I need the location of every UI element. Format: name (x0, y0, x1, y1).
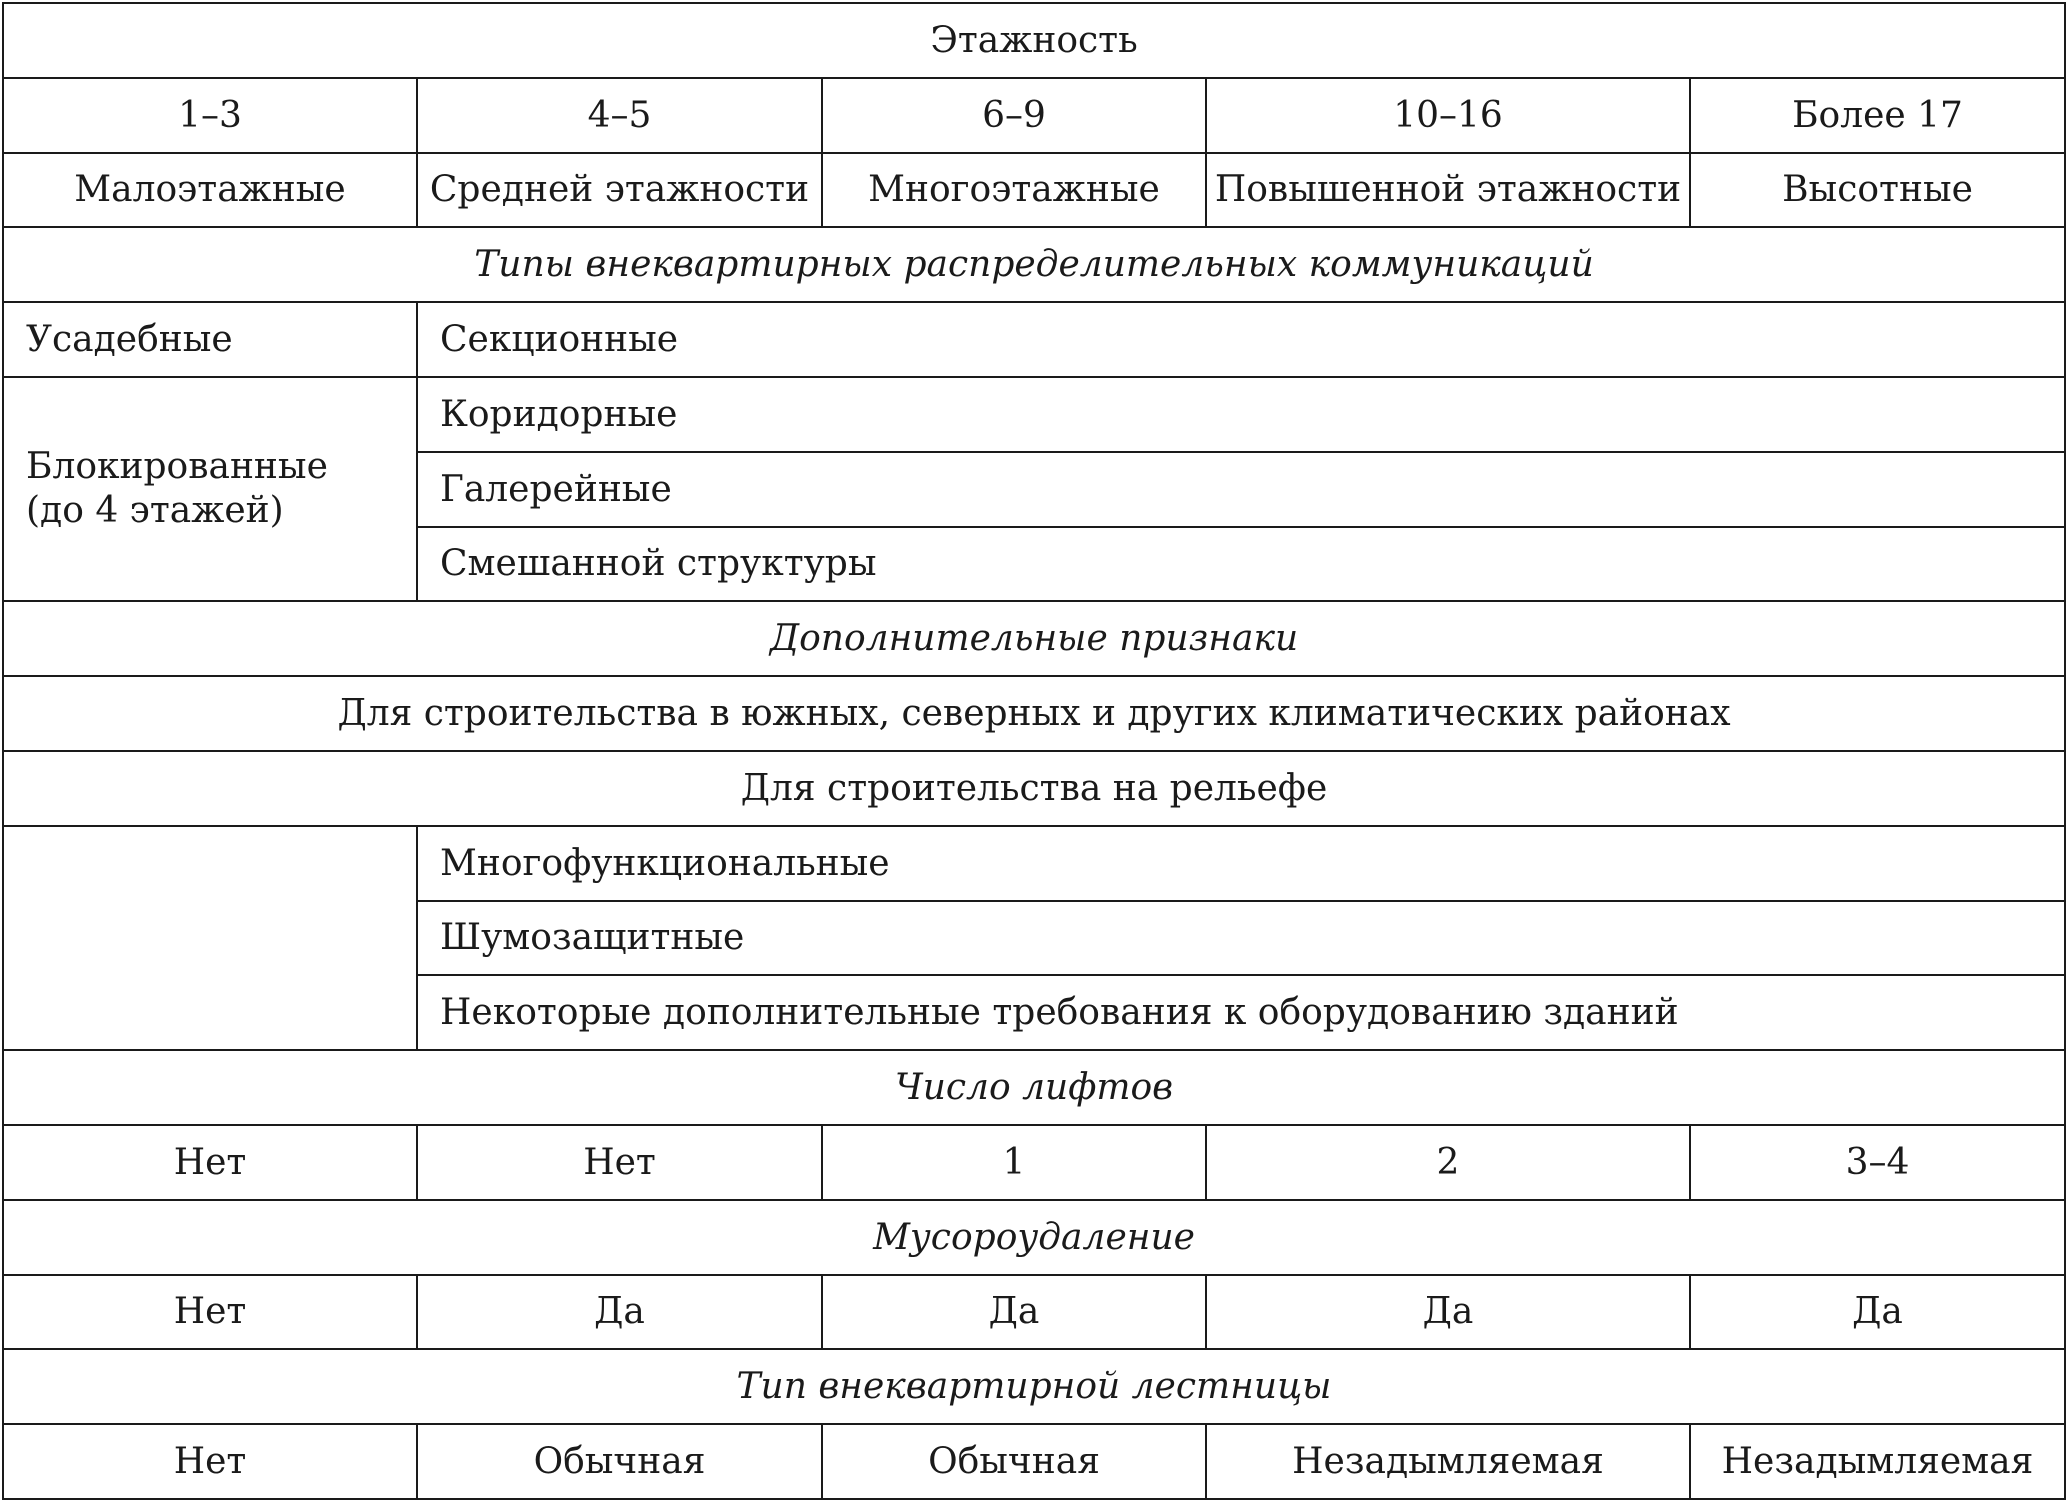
lifts-header-row (3, 1050, 2065, 1125)
floor-type-cell: Многоэтажные (822, 153, 1206, 228)
extra-equipment-cell: Некоторые дополнительные требования к оборудованию зданий (417, 975, 2065, 1050)
extra-header: Дополнительные признаки (3, 601, 2065, 676)
extra-climate-cell: Для строительства в южных, северных и других климатических районах (3, 676, 2065, 751)
stairs-cell: Обычная (417, 1424, 822, 1499)
extra-header-row (3, 601, 2065, 676)
lifts-cell: Нет (3, 1125, 417, 1200)
extra-noise-cell: Шумозащитные (417, 901, 2065, 976)
floor-type-cell: Высотные (1690, 153, 2065, 228)
lifts-cell: 1 (822, 1125, 1206, 1200)
comm-manor-cell: Усадебные (3, 302, 417, 377)
waste-cell: Да (1690, 1275, 2065, 1350)
comm-row (3, 377, 2065, 452)
lifts-cell: 3–4 (1690, 1125, 2065, 1200)
building-classification-table (2, 2, 2066, 1500)
floor-range-cell: 1–3 (3, 78, 417, 153)
waste-cell: Да (417, 1275, 822, 1350)
waste-row (3, 1275, 2065, 1350)
waste-cell: Да (822, 1275, 1206, 1350)
extra-row (3, 826, 2065, 901)
stairs-cell: Нет (3, 1424, 417, 1499)
floor-ranges-row (3, 78, 2065, 153)
extra-multifunctional-cell: Многофункциональные (417, 826, 2065, 901)
empty-cell (3, 826, 417, 1050)
stairs-cell: Незадымляемая (1206, 1424, 1690, 1499)
lifts-cell: Нет (417, 1125, 822, 1200)
waste-header: Мусороудаление (3, 1200, 2065, 1275)
stairs-cell: Обычная (822, 1424, 1206, 1499)
lifts-cell: 2 (1206, 1125, 1690, 1200)
extra-relief-cell: Для строительства на рельефе (3, 751, 2065, 826)
comm-blocked-cell (3, 377, 417, 601)
floors-header: Этажность (3, 3, 2065, 78)
stairs-cell: Незадымляемая (1690, 1424, 2065, 1499)
floor-range-cell: 4–5 (417, 78, 822, 153)
comm-corridor-cell: Коридорные (417, 377, 2065, 452)
floor-type-cell: Малоэтажные (3, 153, 417, 228)
comm-section-cell: Секционные (417, 302, 2065, 377)
lifts-header: Число лифтов (3, 1050, 2065, 1125)
stairs-header-row (3, 1349, 2065, 1424)
comm-header: Типы внеквартирных распределительных коммуникаций (3, 227, 2065, 302)
extra-row (3, 676, 2065, 751)
comm-row (3, 302, 2065, 377)
stairs-row (3, 1424, 2065, 1499)
floor-range-cell: 6–9 (822, 78, 1206, 153)
floor-type-cell: Повышенной этажности (1206, 153, 1690, 228)
comm-mixed-cell: Смешанной структуры (417, 527, 2065, 602)
comm-gallery-cell: Галерейные (417, 452, 2065, 527)
comm-header-row (3, 227, 2065, 302)
comm-blocked-line: Блокированные (26, 446, 328, 488)
floor-type-cell: Средней этажности (417, 153, 822, 228)
waste-cell: Да (1206, 1275, 1690, 1350)
floors-header-row (3, 3, 2065, 78)
lifts-row (3, 1125, 2065, 1200)
comm-blocked-note: (до 4 этажей) (26, 490, 284, 532)
floor-range-cell: Более 17 (1690, 78, 2065, 153)
waste-cell: Нет (3, 1275, 417, 1350)
floor-types-row (3, 153, 2065, 228)
waste-header-row (3, 1200, 2065, 1275)
floor-range-cell: 10–16 (1206, 78, 1690, 153)
extra-row (3, 751, 2065, 826)
stairs-header: Тип внеквартирной лестницы (3, 1349, 2065, 1424)
